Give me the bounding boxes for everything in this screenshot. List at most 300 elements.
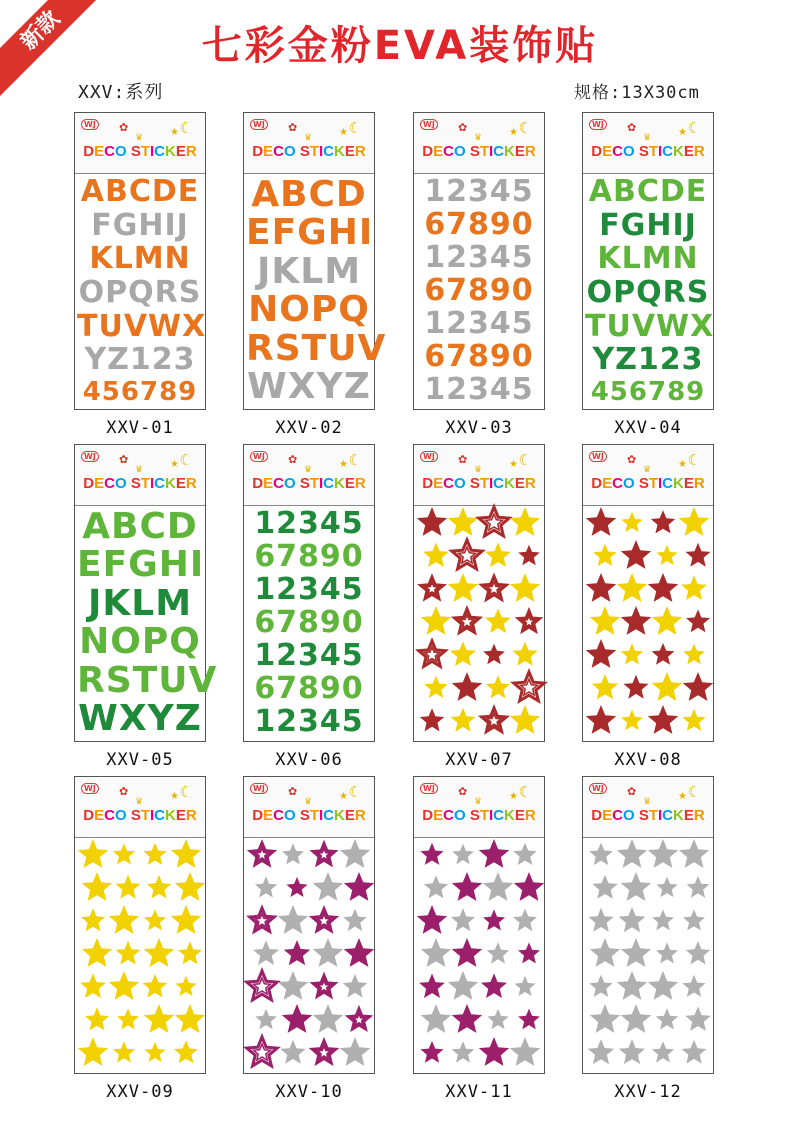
star-sticker (448, 573, 478, 602)
card-header (583, 445, 713, 506)
crown-icon: ♛ (304, 133, 313, 143)
crown-icon: ♛ (304, 797, 313, 807)
star-sticker (686, 543, 711, 567)
star-sticker (652, 672, 682, 701)
star-icon: ★ (339, 791, 348, 802)
star-sticker (656, 942, 678, 963)
star-sticker (143, 843, 166, 865)
moon-icon: ☾ (518, 783, 532, 801)
star-sticker (421, 1041, 444, 1063)
card-header (414, 445, 544, 506)
sticker-card (582, 444, 714, 742)
star-sticker (247, 1037, 277, 1066)
sticker-line: JKLM (256, 250, 362, 292)
brand-logo: WJ (589, 451, 607, 462)
star-sticker (452, 872, 482, 901)
sticker-line: WXYZ (78, 697, 202, 739)
bow-icon: ✿ (119, 121, 129, 134)
sticker-line: ABCDE (588, 174, 708, 209)
star-sticker (487, 1009, 508, 1029)
star-sticker (343, 909, 366, 931)
moon-icon: ☾ (348, 783, 362, 801)
sticker-sheet (583, 173, 713, 409)
star-sticker (255, 876, 277, 897)
deco-sticker-label: DECO STICKER (83, 143, 197, 160)
star-sticker (175, 872, 205, 901)
star-sticker (514, 976, 535, 996)
star-sticker (171, 905, 201, 934)
star-sticker (312, 1041, 335, 1063)
star-sticker (486, 675, 510, 698)
star-sticker (682, 975, 705, 997)
sticker-line: 67890 (424, 273, 534, 308)
star-sticker (424, 676, 447, 698)
sticker-card (243, 776, 375, 1074)
moon-icon: ☾ (518, 119, 532, 137)
star-sticker (652, 606, 682, 635)
star-sticker (518, 1009, 540, 1030)
star-sticker (452, 540, 482, 569)
sticker-line: EFGHI (77, 544, 205, 586)
sticker-line: TUVWX (585, 308, 715, 344)
sticker-sheet (75, 505, 218, 741)
moon-icon: ☾ (179, 119, 193, 137)
star-sticker (278, 905, 308, 934)
star-sticker (483, 644, 505, 665)
sticker-line: KLMN (597, 241, 699, 277)
product-code: XXV-04 (614, 418, 682, 438)
star-icon: ★ (678, 459, 687, 470)
star-sticker (683, 644, 705, 665)
star-sticker (589, 843, 613, 866)
sticker-sheet (75, 837, 205, 1073)
star-sticker (313, 872, 343, 901)
star-sticker (144, 1042, 165, 1062)
brand-logo: WJ (250, 119, 268, 130)
star-sticker (513, 843, 536, 865)
sticker-line: 12345 (424, 372, 534, 407)
star-sticker (590, 606, 620, 635)
star-sticker (313, 1004, 343, 1033)
product-code: XXV-07 (445, 750, 513, 770)
sticker-sheet (75, 173, 205, 409)
sticker-card (243, 444, 375, 742)
star-icon: ★ (339, 459, 348, 470)
brand-logo: WJ (420, 783, 438, 794)
star-stickers (583, 505, 713, 741)
moon-icon: ☾ (348, 119, 362, 137)
star-sticker (681, 575, 707, 600)
sticker-sheet (583, 837, 713, 1073)
star-sticker (421, 938, 451, 967)
star-sticker (344, 938, 374, 967)
crown-icon: ♛ (643, 797, 652, 807)
star-sticker (421, 606, 451, 635)
star-sticker (175, 976, 196, 996)
deco-sticker-label: DECO STICKER (422, 475, 536, 492)
star-sticker (510, 1037, 540, 1066)
star-sticker (588, 908, 613, 932)
star-sticker (592, 674, 618, 699)
star-sticker (171, 839, 201, 868)
star-sticker (514, 672, 544, 701)
star-sticker (481, 973, 507, 998)
star-sticker (175, 1004, 205, 1033)
star-sticker (343, 974, 368, 998)
star-sticker (349, 1009, 370, 1029)
star-sticker (313, 938, 343, 967)
crown-icon: ♛ (643, 133, 652, 143)
star-sticker (420, 843, 443, 865)
card-header (414, 777, 544, 838)
sticker-line: FGHIJ (91, 207, 189, 243)
brand-logo: WJ (420, 451, 438, 462)
deco-sticker-label: DECO STICKER (422, 143, 536, 160)
star-sticker (482, 576, 506, 599)
star-sticker (247, 971, 277, 1000)
star-icon: ★ (170, 127, 179, 138)
sticker-card (74, 112, 206, 410)
star-sticker (85, 1007, 109, 1030)
star-sticker (80, 973, 106, 998)
star-sticker (510, 507, 540, 536)
star-sticker (621, 512, 642, 532)
crown-icon: ♛ (304, 465, 313, 475)
moon-icon: ☾ (348, 451, 362, 469)
sticker-sheet (583, 505, 713, 741)
star-sticker (255, 1009, 277, 1029)
sticker-line: 67890 (254, 605, 364, 640)
sticker-line: 12345 (254, 638, 364, 673)
star-sticker (81, 908, 105, 931)
star-sticker (313, 909, 336, 931)
product-code: XXV-10 (275, 1082, 343, 1102)
deco-sticker-label: DECO STICKER (252, 475, 366, 492)
star-sticker (340, 839, 370, 868)
bow-icon: ✿ (458, 121, 468, 134)
star-sticker (687, 876, 710, 898)
star-sticker (513, 909, 537, 932)
deco-sticker-label: DECO STICKER (591, 807, 705, 824)
star-sticker (682, 709, 705, 731)
star-sticker (113, 843, 135, 864)
star-sticker (313, 976, 335, 997)
star-icon: ★ (339, 127, 348, 138)
star-sticker (592, 875, 617, 899)
star-sticker (586, 705, 616, 734)
sticker-line: NOPQ (248, 289, 370, 331)
star-stickers (414, 837, 544, 1073)
star-sticker (617, 839, 647, 868)
sticker-card (582, 112, 714, 410)
bow-icon: ✿ (627, 453, 637, 466)
star-sticker (144, 909, 166, 930)
star-sticker (617, 573, 647, 602)
star-sticker (656, 1008, 678, 1029)
sticker-line: 12345 (254, 506, 364, 541)
star-sticker (586, 573, 616, 602)
deco-sticker-label: DECO STICKER (591, 475, 705, 492)
star-sticker (82, 872, 112, 901)
star-icon: ★ (678, 791, 687, 802)
spec-label: 规格:13X30cm (574, 83, 700, 103)
product-code: XXV-12 (614, 1082, 682, 1102)
star-sticker (117, 1008, 139, 1029)
sticker-line: WXYZ (247, 365, 371, 407)
star-sticker (621, 1004, 651, 1033)
star-sticker (452, 672, 482, 701)
brand-logo: WJ (81, 119, 99, 130)
star-sticker (588, 1039, 614, 1064)
star-sticker (452, 844, 474, 865)
star-sticker (589, 975, 612, 997)
star-sticker (621, 938, 651, 967)
crown-icon: ♛ (135, 465, 144, 475)
product-code: XXV-06 (275, 750, 343, 770)
sticker-line: RSTUV (77, 659, 218, 701)
star-sticker (518, 942, 540, 963)
card-header (583, 777, 713, 838)
star-sticker (278, 971, 308, 1000)
sticker-line: 12345 (424, 306, 534, 341)
star-sticker (652, 1041, 674, 1062)
star-sticker (78, 839, 108, 868)
star-sticker (424, 875, 448, 898)
brand-logo: WJ (589, 119, 607, 130)
star-sticker (617, 971, 647, 1000)
sticker-line: NOPQ (79, 621, 201, 663)
sticker-line: JKLM (87, 582, 193, 624)
star-sticker (116, 941, 141, 965)
star-sticker (78, 1037, 108, 1066)
star-sticker (420, 708, 444, 731)
star-sticker (648, 705, 678, 734)
star-sticker (624, 675, 649, 699)
sticker-line: RSTUV (246, 327, 387, 369)
star-sticker (512, 642, 537, 666)
sticker-card (413, 112, 545, 410)
star-stickers (583, 837, 713, 1073)
star-sticker (683, 909, 705, 930)
sticker-card (74, 444, 218, 742)
star-sticker (143, 974, 168, 998)
sticker-line: YZ123 (84, 342, 196, 378)
sticker-line: 12345 (424, 240, 534, 275)
star-sticker (519, 611, 540, 631)
star-sticker (590, 1004, 620, 1033)
star-sticker (452, 1004, 482, 1033)
star-sticker (421, 577, 443, 598)
star-sticker (479, 507, 509, 536)
sticker-line: FGHIJ (599, 207, 697, 243)
moon-icon: ☾ (687, 783, 701, 801)
star-sticker (621, 710, 643, 731)
star-sticker (282, 1004, 312, 1033)
star-sticker (621, 872, 651, 901)
star-sticker (147, 875, 172, 899)
star-sticker (593, 544, 616, 566)
sticker-line: 67890 (254, 539, 364, 574)
star-sticker (619, 907, 646, 932)
star-sticker (284, 940, 310, 965)
star-sticker (109, 971, 139, 1000)
brand-logo: WJ (81, 783, 99, 794)
card-header (244, 777, 374, 838)
star-sticker (682, 1040, 707, 1064)
deco-sticker-label: DECO STICKER (252, 807, 366, 824)
star-sticker (483, 872, 513, 901)
star-sticker (344, 872, 374, 901)
star-sticker (685, 1007, 711, 1031)
sticker-sheet (244, 173, 387, 409)
star-sticker (514, 872, 544, 901)
star-sticker (144, 1004, 174, 1033)
bow-icon: ✿ (288, 121, 298, 134)
star-sticker (417, 507, 447, 536)
star-sticker (423, 543, 449, 567)
sticker-line: 456789 (590, 376, 706, 407)
sticker-line: OPQRS (78, 274, 202, 310)
star-sticker (116, 875, 141, 899)
deco-sticker-label: DECO STICKER (83, 475, 197, 492)
sticker-line: TUVWX (77, 308, 207, 344)
sticker-sheet (414, 837, 544, 1073)
bow-icon: ✿ (119, 453, 129, 466)
star-icon: ★ (678, 127, 687, 138)
star-sticker (586, 507, 616, 536)
sticker-line: OPQRS (586, 274, 710, 310)
star-sticker (510, 705, 540, 734)
sticker-line: 12345 (424, 174, 534, 209)
moon-icon: ☾ (518, 451, 532, 469)
sticker-line: 67890 (254, 671, 364, 706)
star-sticker (452, 1041, 475, 1063)
card-header (414, 113, 544, 174)
star-sticker (448, 507, 478, 536)
bow-icon: ✿ (458, 453, 468, 466)
sticker-card (243, 112, 387, 410)
star-sticker (651, 510, 675, 533)
brand-logo: WJ (81, 451, 99, 462)
bow-icon: ✿ (627, 785, 637, 798)
brand-logo: WJ (250, 783, 268, 794)
deco-sticker-label: DECO STICKER (591, 143, 705, 160)
deco-sticker-label: DECO STICKER (252, 143, 366, 160)
star-sticker (417, 905, 447, 934)
star-sticker (144, 938, 174, 967)
moon-icon: ☾ (687, 119, 701, 137)
star-sticker (621, 643, 643, 664)
product-code: XXV-02 (275, 418, 343, 438)
card-header (75, 113, 205, 174)
product-code: XXV-05 (106, 750, 174, 770)
series-label: XXV:系列 (78, 82, 164, 103)
sticker-line: 456789 (82, 376, 198, 407)
moon-icon: ☾ (687, 451, 701, 469)
product-code: XXV-08 (614, 750, 682, 770)
star-sticker (485, 542, 511, 567)
sticker-line: ABCD (82, 506, 198, 547)
star-sticker (648, 839, 678, 868)
crown-icon: ♛ (474, 133, 483, 143)
sticker-sheet (244, 505, 374, 741)
star-sticker (479, 1037, 509, 1066)
product-code: XXV-11 (445, 1082, 513, 1102)
sticker-sheet (244, 837, 374, 1073)
star-sticker (419, 641, 446, 666)
star-sticker (686, 609, 710, 632)
star-icon: ★ (170, 791, 179, 802)
star-stickers (75, 837, 205, 1073)
star-sticker (109, 905, 139, 934)
star-sticker (518, 545, 540, 566)
star-sticker (686, 941, 711, 964)
bow-icon: ✿ (119, 785, 129, 798)
sticker-card (74, 776, 206, 1074)
star-sticker (679, 839, 709, 868)
star-sticker (178, 941, 202, 964)
sticker-card (413, 444, 545, 742)
star-sticker (251, 843, 274, 865)
sticker-card (582, 776, 714, 1074)
star-sticker (450, 641, 476, 666)
star-sticker (510, 573, 540, 602)
star-sticker (340, 1037, 370, 1066)
sticker-card (413, 776, 545, 1074)
star-sticker (280, 1040, 305, 1064)
deco-sticker-label: DECO STICKER (422, 807, 536, 824)
star-sticker (482, 708, 507, 732)
star-sticker (679, 507, 709, 536)
star-sticker (656, 545, 677, 565)
star-sticker (313, 844, 335, 865)
star-sticker (619, 1039, 645, 1064)
star-sticker (448, 971, 478, 1000)
crown-icon: ♛ (474, 797, 483, 807)
star-sticker (483, 909, 505, 930)
sticker-line: ABCDE (80, 174, 200, 209)
sticker-line: 67890 (424, 207, 534, 242)
card-header (583, 113, 713, 174)
star-sticker (451, 708, 476, 732)
product-code: XXV-01 (106, 418, 174, 438)
deco-sticker-label: DECO STICKER (83, 807, 197, 824)
star-sticker (590, 938, 620, 967)
star-sticker (455, 609, 480, 633)
sticker-line: 67890 (424, 339, 534, 374)
new-badge: 新款 (0, 0, 113, 103)
star-sticker (648, 573, 678, 602)
sticker-line: ABCD (251, 174, 367, 215)
star-icon: ★ (509, 127, 518, 138)
star-stickers (414, 505, 544, 741)
star-sticker (621, 606, 651, 635)
moon-icon: ☾ (179, 451, 193, 469)
star-sticker (82, 938, 112, 967)
star-sticker (113, 1041, 135, 1062)
card-header (244, 445, 374, 506)
crown-icon: ♛ (135, 133, 144, 143)
star-sticker (621, 540, 651, 569)
star-sticker (451, 908, 475, 931)
brand-logo: WJ (589, 783, 607, 794)
moon-icon: ☾ (179, 783, 193, 801)
sticker-line: YZ123 (592, 342, 704, 378)
star-sticker (656, 877, 677, 897)
star-sticker (485, 608, 511, 633)
star-icon: ★ (509, 459, 518, 470)
sticker-line: KLMN (89, 241, 191, 277)
